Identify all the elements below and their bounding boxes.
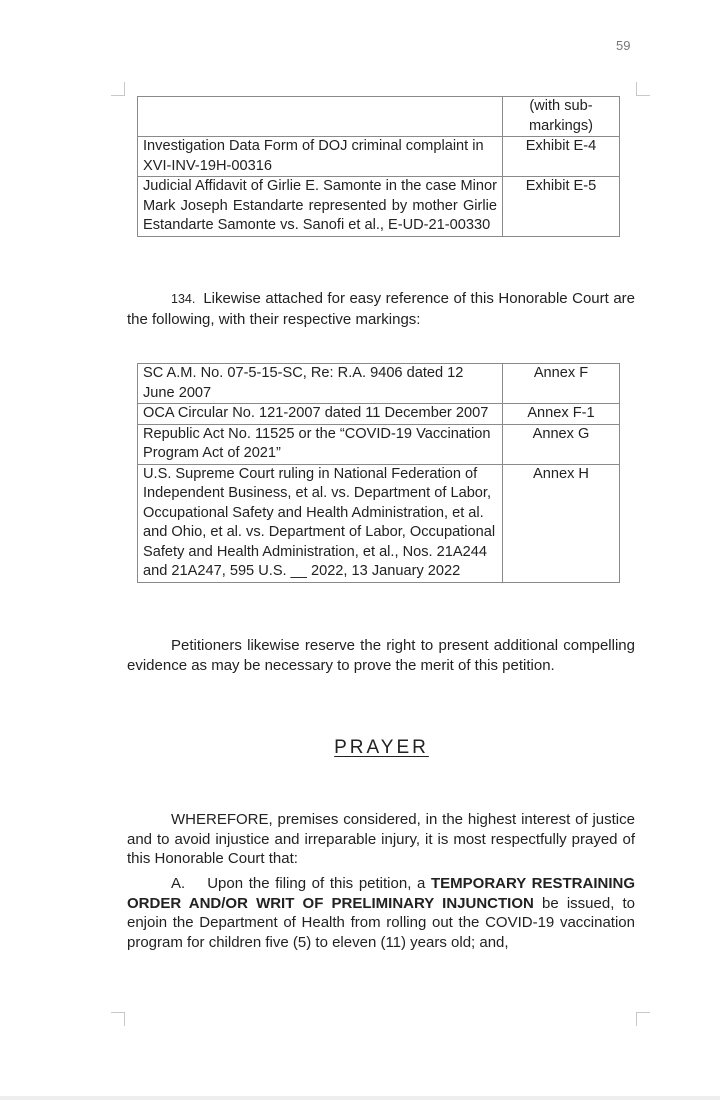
- crop-mark-bottom-left: [111, 1012, 125, 1026]
- table-row: [138, 404, 620, 425]
- prayer-item-a: [127, 874, 635, 952]
- item-text: be issued, to enjoin the Department of Health from rolling out the COVID-19 vaccination program for children five (5) to eleven (11) years old; and,: [127, 894, 636, 951]
- table-cell-marking: Annex F: [503, 364, 620, 404]
- reservation-paragraph: [127, 636, 635, 675]
- paragraph-text: WHEREFORE, premises considered, in the highest interest of justice and to avoid injustice and irreparable injury, it is most respectfully prayed of this Honorable Court that:: [127, 811, 635, 867]
- table-cell-marking: Annex H: [503, 464, 620, 582]
- table-cell-marking: Annex F-1: [503, 404, 620, 425]
- annexes-table: [137, 363, 620, 583]
- crop-mark-top-right: [636, 82, 650, 96]
- table-cell-description: U.S. Supreme Court ruling in National Federation of Independent Business, et al. vs. Department of Labor, Occupational Safety and Health Administration, et al. and Ohio, et al. vs. Department of Labor, Occupational Safety and Health Administration, et al., Nos. 21A244 and 21A247, 595 U.S. __ 2022, 13 January 2022: [138, 464, 503, 582]
- paragraph-134: [127, 289, 635, 329]
- table-row: [138, 424, 620, 464]
- item-label: A.: [171, 875, 186, 892]
- item-bold-text: TEMPORARY RESTRAINING ORDER AND/OR WRIT OF PRELIMINARY INJUNCTION: [127, 875, 636, 912]
- table-row: [138, 464, 620, 582]
- crop-mark-top-left: [111, 82, 125, 96]
- table-cell-marking: Exhibit E-4: [503, 137, 620, 177]
- table-cell-description: OCA Circular No. 121-2007 dated 11 December 2007: [138, 404, 503, 425]
- exhibits-table: [137, 96, 620, 237]
- table-cell-marking: Exhibit E-5: [503, 177, 620, 237]
- page-number: 59: [616, 38, 631, 53]
- table-cell-description: [138, 97, 503, 137]
- prayer-heading: PRAYER: [334, 737, 429, 758]
- table-row: [138, 177, 620, 237]
- table-cell-description: Investigation Data Form of DOJ criminal complaint in XVI-INV-19H-00316: [138, 137, 503, 177]
- paragraph-text: Likewise attached for easy reference of this Honorable Court are the following, with their respective markings:: [127, 290, 635, 328]
- table-row: [138, 364, 620, 404]
- table-cell-description: Republic Act No. 11525 or the “COVID-19 Vaccination Program Act of 2021”: [138, 424, 503, 464]
- item-text: Upon the filing of this petition, a: [207, 875, 426, 892]
- crop-mark-bottom-right: [636, 1012, 650, 1026]
- paragraph-number: 134.: [171, 292, 196, 306]
- table-cell-description: Judicial Affidavit of Girlie E. Samonte in the case Minor Mark Joseph Estandarte represented by mother Girlie Estandarte Samonte vs. Sanofi et al., E-UD-21-00330: [138, 177, 503, 237]
- table-row: [138, 97, 620, 137]
- table-cell-marking: (with sub-markings): [503, 97, 620, 137]
- bottom-edge: [0, 1096, 720, 1100]
- table-row: [138, 137, 620, 177]
- wherefore-paragraph: [127, 810, 635, 869]
- table-cell-description: SC A.M. No. 07-5-15-SC, Re: R.A. 9406 dated 12 June 2007: [138, 364, 503, 404]
- paragraph-text: Petitioners likewise reserve the right to present additional compelling evidence as may be necessary to prove the merit of this petition.: [127, 637, 635, 674]
- table-cell-marking: Annex G: [503, 424, 620, 464]
